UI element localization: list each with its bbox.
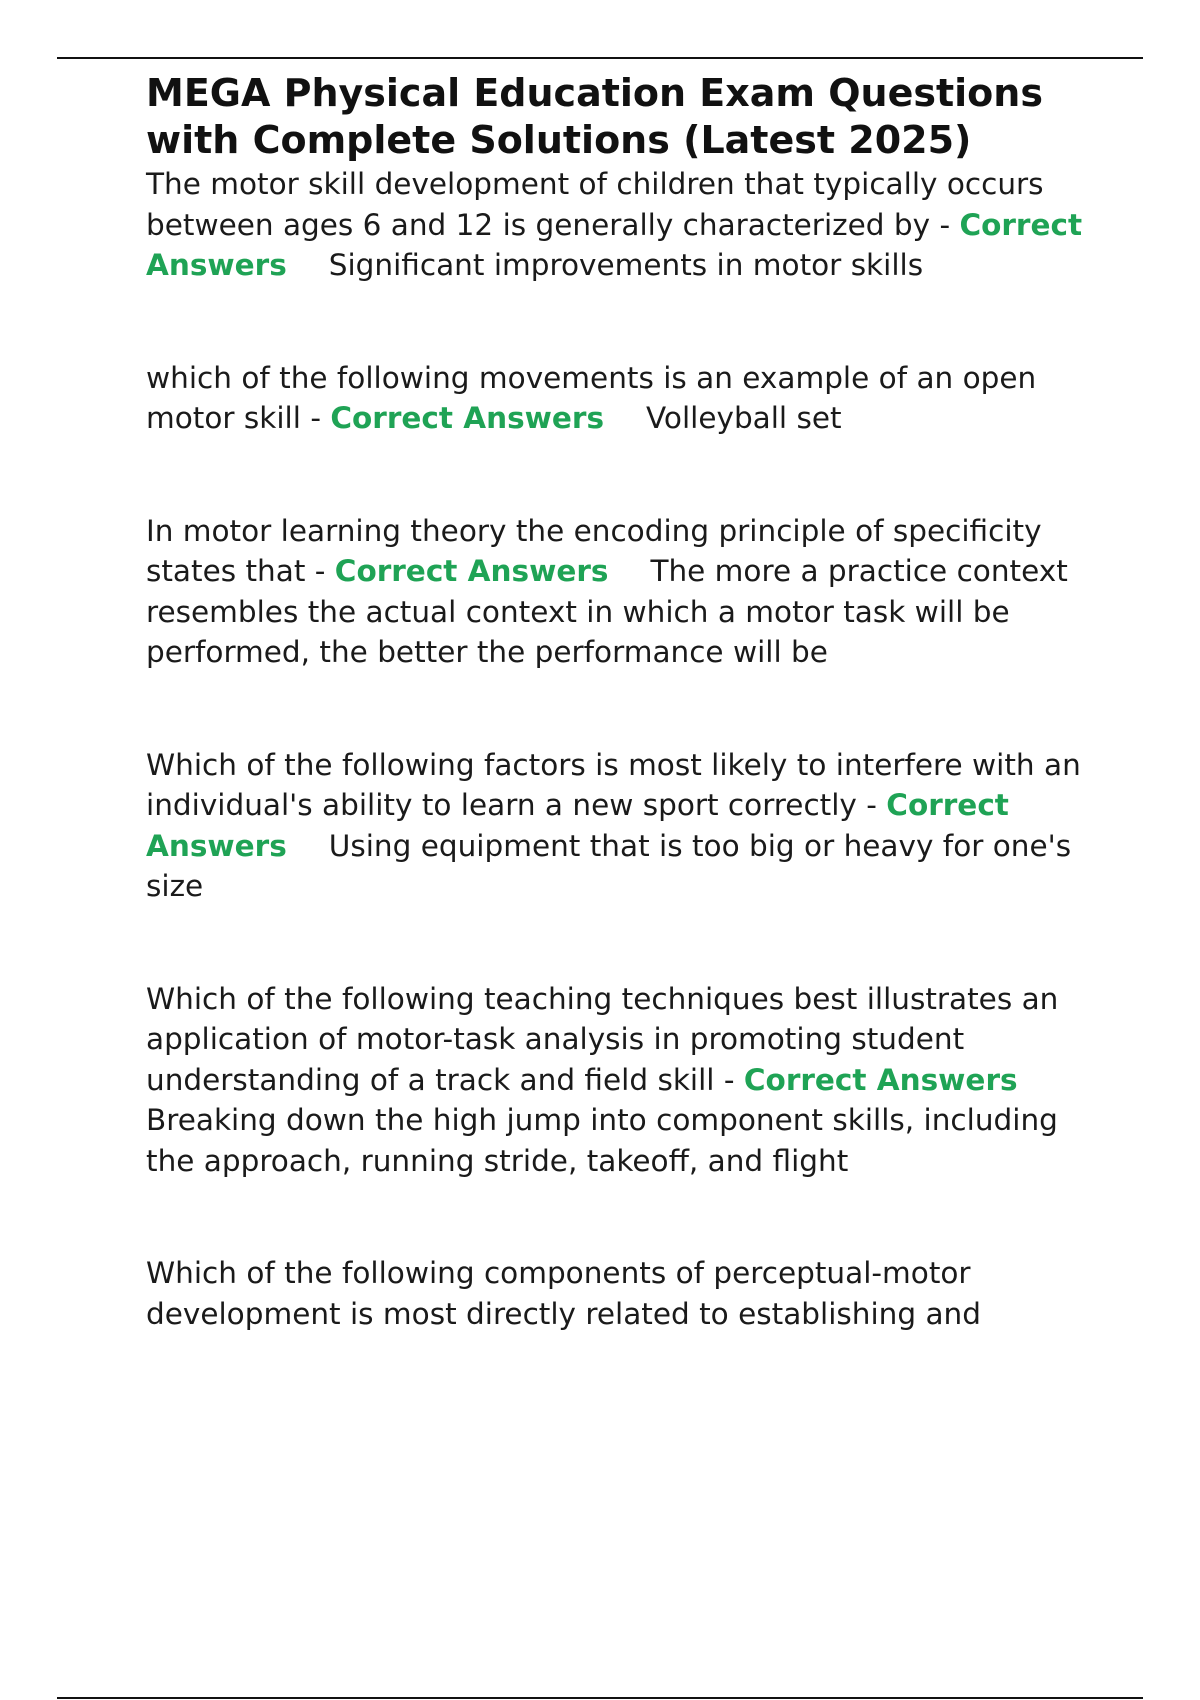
answer-text: Significant improvements in motor skills (328, 248, 924, 282)
question-text: which of the following movements is an example of an open motor skill (146, 360, 1037, 435)
qa-item (146, 511, 1096, 673)
question-text: The motor skill development of children that typically occurs between ages 6 and 12 is generally characterized by (146, 167, 1044, 242)
correct-answers-label: Correct Answers (146, 207, 1083, 282)
qa-item (146, 358, 1096, 439)
qa-item (146, 979, 1096, 1182)
answer-text: Using equipment that is too big or heavy for one's size (146, 828, 1072, 903)
question-text: Which of the following factors is most likely to interfere with an individual's ability to learn a new sport correctly (146, 747, 1081, 822)
question-text: Which of the following teaching techniques best illustrates an application of motor-task analysis in promoting student understanding of a track and field skill (146, 981, 1059, 1097)
correct-answers-label: Correct Answers (330, 401, 604, 435)
top-rule (57, 57, 1143, 59)
answer-text: Volleyball set (646, 401, 842, 435)
separator: - (305, 554, 335, 588)
correct-answers-label: Correct Answers (334, 554, 609, 588)
correct-answers-label: Correct Answers (743, 1062, 1018, 1097)
question-text: In motor learning theory the encoding principle of specificity states that (146, 513, 1042, 588)
question-text: Which of the following components of perceptual-motor development is most directly related to establishing and (146, 1256, 981, 1331)
qa-item (146, 164, 1096, 286)
answer-text: Breaking down the high jump into component skills, including the approach, running stride, takeoff, and flight (146, 1103, 1058, 1178)
document-body (146, 70, 1096, 1334)
separator: - (930, 207, 960, 242)
separator: - (714, 1062, 744, 1097)
qa-item (146, 745, 1096, 907)
correct-answers-label: Correct Answers (146, 788, 1009, 863)
separator: - (300, 401, 331, 435)
qa-item (146, 1253, 1096, 1334)
answer-text: The more a practice context resembles the actual context in which a motor task will be performed, the better the performance will be (146, 554, 1068, 669)
bottom-rule (57, 1697, 1143, 1699)
document-title: MEGA Physical Education Exam Questions with Complete Solutions (Latest 2025) (146, 71, 1043, 162)
separator: - (856, 788, 887, 822)
